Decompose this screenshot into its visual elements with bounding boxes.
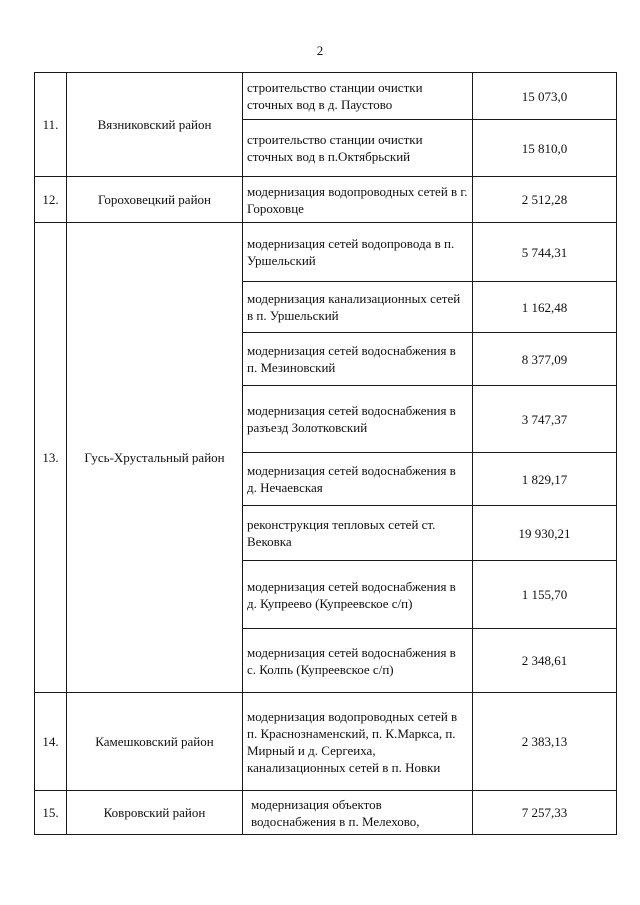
amount: 19 930,21	[473, 506, 617, 561]
table-row	[35, 693, 617, 791]
object-description: модернизация объектов водоснабжения в п. Мелехово,	[243, 791, 473, 835]
row-number: 12.	[35, 177, 67, 223]
page-number: 2	[316, 43, 324, 58]
amount: 15 810,0	[473, 120, 617, 177]
amount: 7 257,33	[473, 791, 617, 835]
object-description: реконструкция тепловых сетей ст. Вековка	[243, 506, 473, 561]
funding-table	[34, 72, 617, 835]
amount: 1 155,70	[473, 561, 617, 629]
table-row	[35, 73, 617, 120]
amount: 8 377,09	[473, 333, 617, 386]
district-name: Ковровский район	[67, 791, 243, 835]
object-description: модернизация сетей водоснабжения в с. Колпь (Купреевское с/п)	[243, 629, 473, 693]
object-description: строительство станции очистки сточных вод в п.Октябрьский	[243, 120, 473, 177]
row-number: 14.	[35, 693, 67, 791]
amount: 2 512,28	[473, 177, 617, 223]
table-row	[35, 223, 617, 282]
row-number: 13.	[35, 223, 67, 693]
table-row	[35, 177, 617, 223]
amount: 15 073,0	[473, 73, 617, 120]
object-description: модернизация сетей водопровода в п. Уршельский	[243, 223, 473, 282]
object-description: модернизация сетей водоснабжения в д. Нечаевская	[243, 453, 473, 506]
object-description: модернизация водопроводных сетей в г. Гороховце	[243, 177, 473, 223]
object-description: модернизация водопроводных сетей в п. Краснознаменский, п. К.Маркса, п. Мирный и д. Сергеиха, канализационных сетей в п. Новки	[243, 693, 473, 791]
district-name: Камешковский район	[67, 693, 243, 791]
row-number: 15.	[35, 791, 67, 835]
amount: 5 744,31	[473, 223, 617, 282]
table-row	[35, 791, 617, 835]
amount: 2 383,13	[473, 693, 617, 791]
amount: 1 162,48	[473, 282, 617, 333]
amount: 3 747,37	[473, 386, 617, 453]
district-name: Гусь-Хрустальный район	[67, 223, 243, 693]
amount: 1 829,17	[473, 453, 617, 506]
object-description: модернизация сетей водоснабжения в п. Мезиновский	[243, 333, 473, 386]
district-name: Вязниковский район	[67, 73, 243, 177]
object-description: модернизация сетей водоснабжения в д. Купреево (Купреевское с/п)	[243, 561, 473, 629]
row-number: 11.	[35, 73, 67, 177]
object-description: модернизация сетей водоснабжения в разъезд Золотковский	[243, 386, 473, 453]
amount: 2 348,61	[473, 629, 617, 693]
object-description: модернизация канализационных сетей в п. Уршельский	[243, 282, 473, 333]
object-description: строительство станции очистки сточных вод в д. Паустово	[243, 73, 473, 120]
district-name: Гороховецкий район	[67, 177, 243, 223]
